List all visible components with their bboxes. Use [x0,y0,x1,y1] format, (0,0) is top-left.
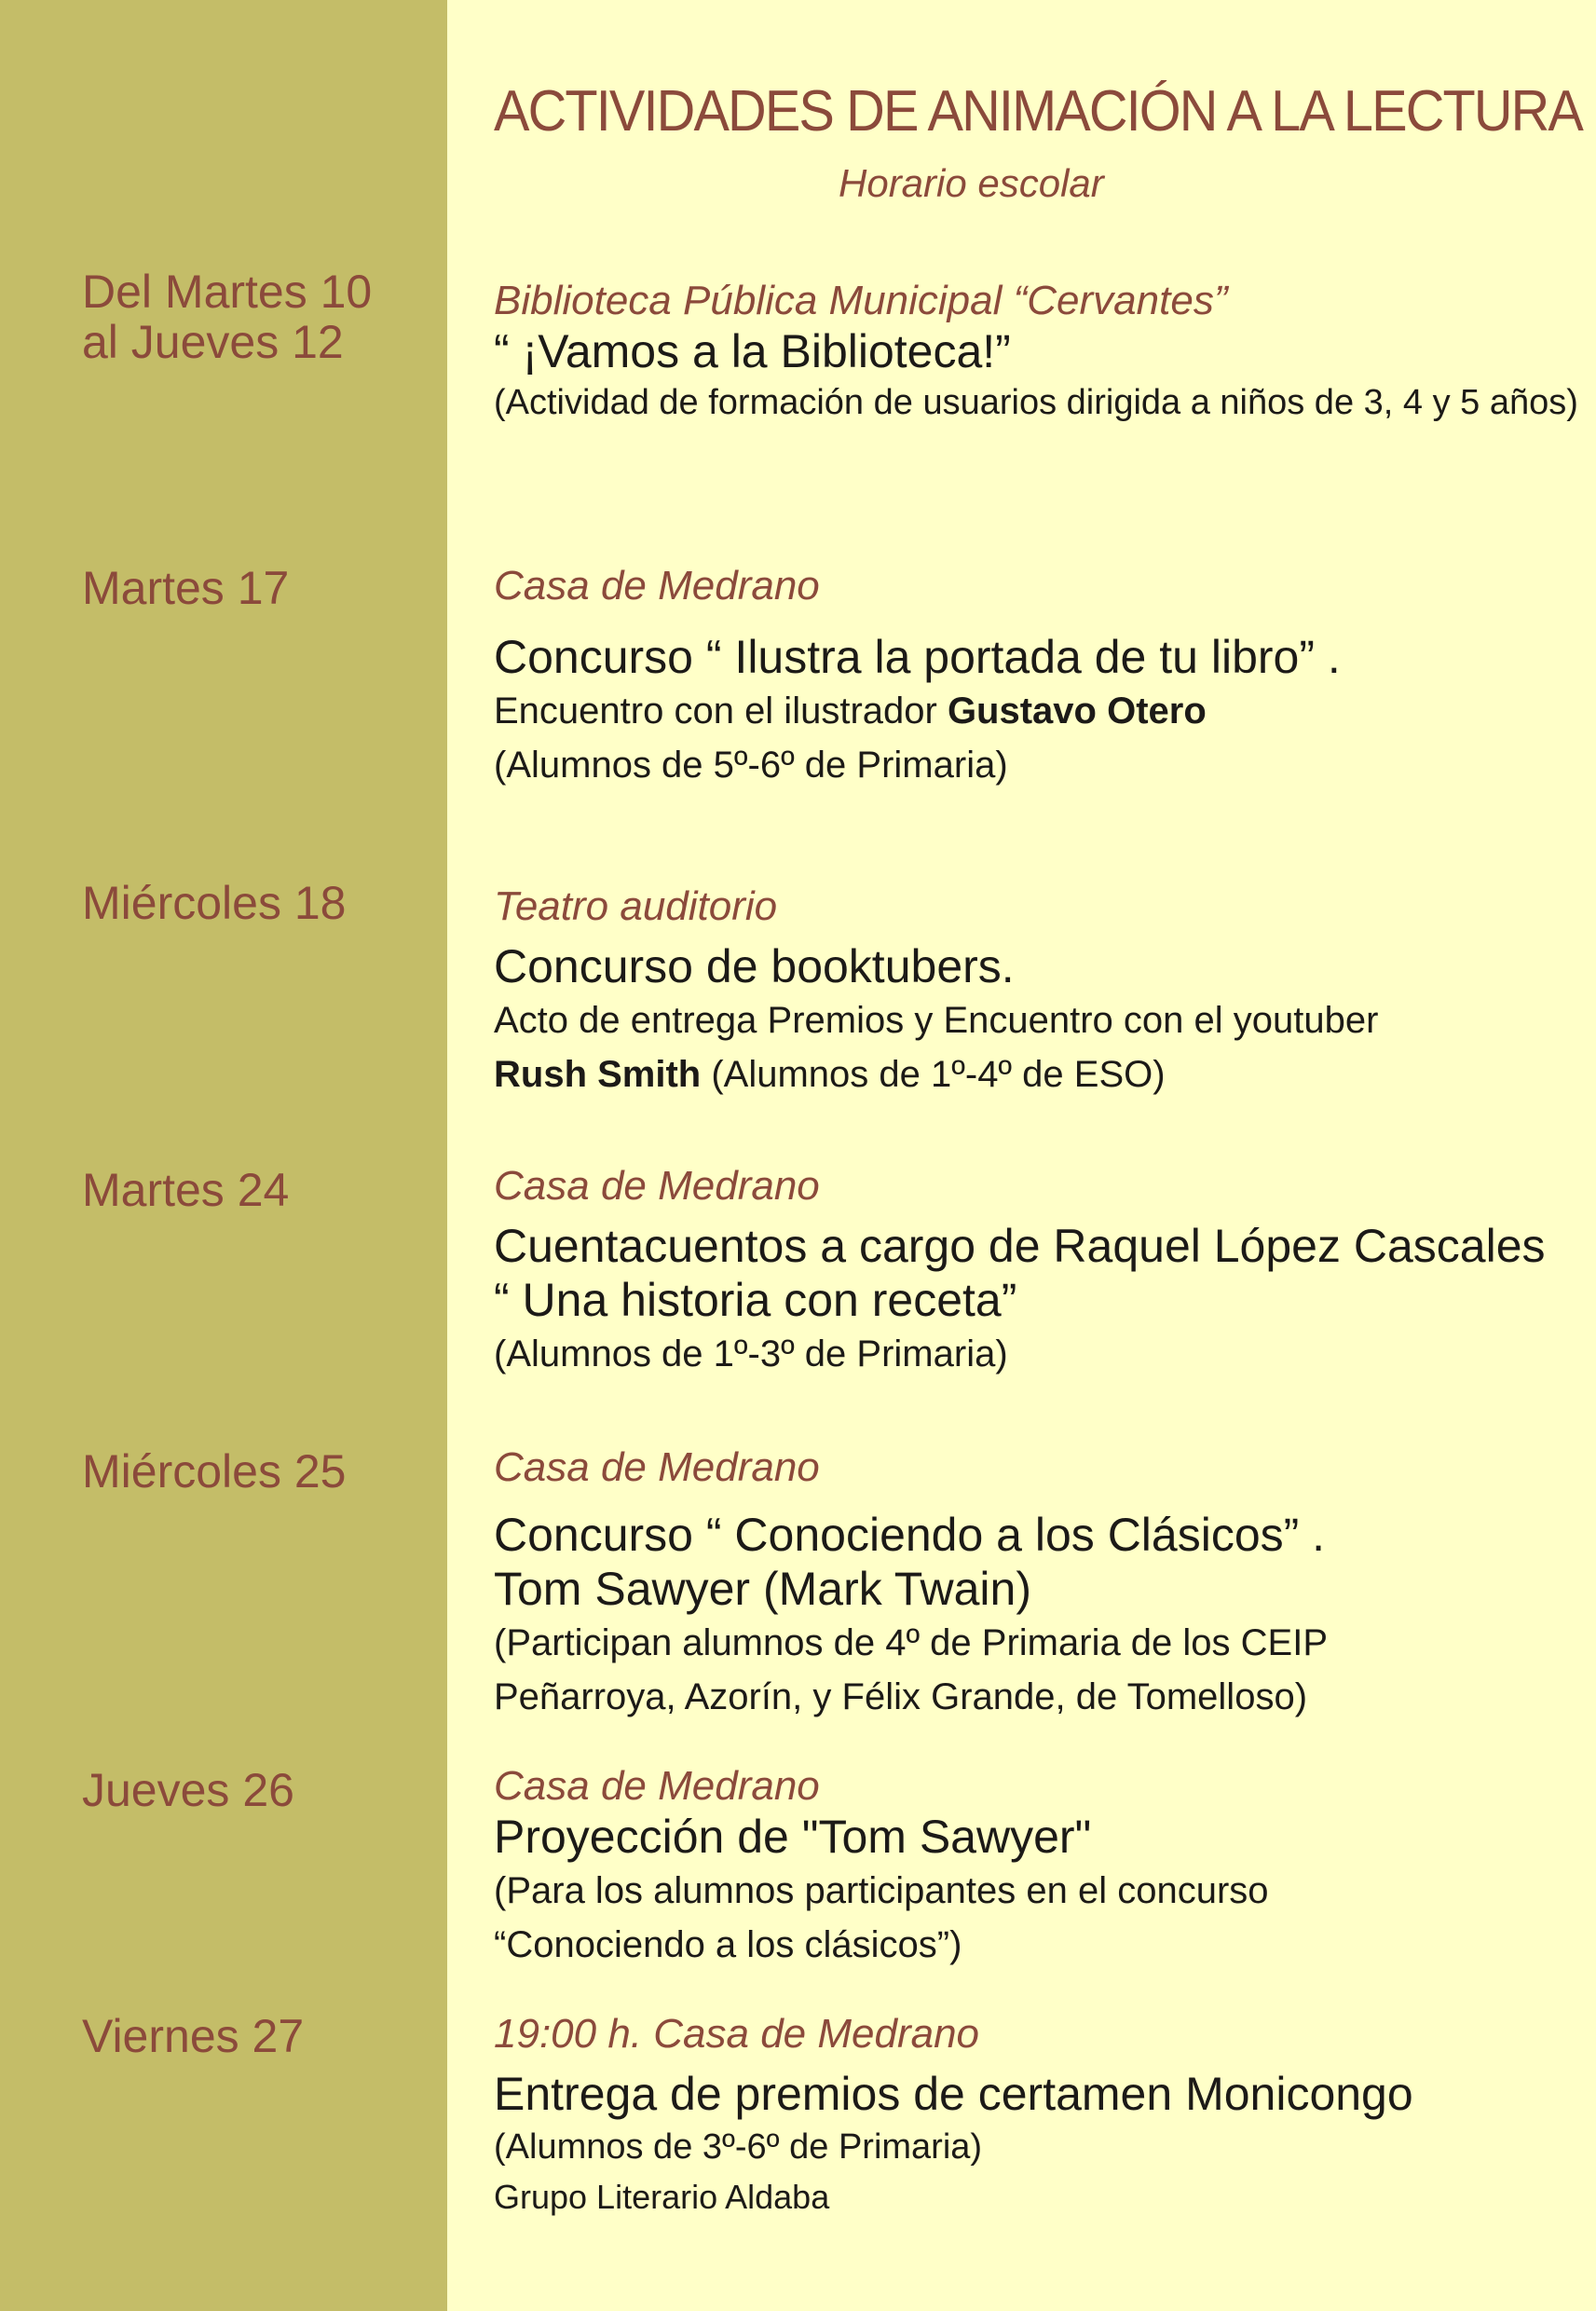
event-audience [494,1047,1575,1101]
event-item [494,2011,1575,2222]
event-audience: (Alumnos de 1º-3º de Primaria) [494,1333,1008,1374]
event-description: Acto de entrega Premios y Encuentro con el youtuber [494,1000,1379,1041]
event-title: Concurso “ Conociendo a los Clásicos” . [494,1509,1326,1561]
event-title-line-2: “ Una historia con receta” [494,1274,1017,1326]
event-item [494,563,1575,792]
event-title: Concurso “ Ilustra la portada de tu libro” . [494,631,1341,683]
event-title: Proyección de "Tom Sawyer" [494,1811,1092,1863]
event-venue: Casa de Medrano [494,1763,820,1809]
page-header [494,76,1583,207]
event-date: Martes 17 [82,562,290,614]
event-date: Martes 24 [82,1164,290,1216]
event-date: Miércoles 18 [82,877,347,929]
page-title: ACTIVIDADES DE ANIMACIÓN A LA LECTURA [494,79,1583,144]
event-organizer: Grupo Literario Aldaba [494,2178,830,2216]
event-title: Concurso de booktubers. [494,940,1015,992]
event-date: Viernes 27 [82,2010,305,2062]
event-description [494,684,1575,738]
event-description: (Para los alumnos participantes en el concurso [494,1870,1269,1911]
event-audience: (Participan alumnos de 4º de Primaria de los CEIP [494,1622,1329,1663]
event-audience-line-2: Peñarroya, Azorín, y Félix Grande, de Tomelloso) [494,1676,1308,1717]
event-venue: Casa de Medrano [494,1444,820,1490]
event-description-text: Encuentro con el ilustrador [494,691,948,732]
event-title: Entrega de premios de certamen Monicongo [494,2068,1413,2120]
event-item [494,1763,1575,1972]
event-item [494,1163,1575,1381]
event-audience-text: (Alumnos de 1º-4º de ESO) [701,1054,1166,1095]
guest-name: Rush Smith [494,1054,702,1095]
event-audience: (Alumnos de 3º-6º de Primaria) [494,2127,983,2167]
event-venue: 19:00 h. Casa de Medrano [494,2011,980,2057]
event-date: Del Martes 10 al Jueves 12 [82,266,373,368]
event-venue: Biblioteca Pública Municipal “Cervantes” [494,278,1228,323]
event-venue: Teatro auditorio [494,883,778,929]
event-audience: (Alumnos de 5º-6º de Primaria) [494,745,1008,786]
event-description-line-2: “Conociendo a los clásicos”) [494,1924,962,1965]
event-title: “ ¡Vamos a la Biblioteca!” [494,325,1011,377]
event-venue: Casa de Medrano [494,1163,820,1209]
event-item [494,1444,1575,1724]
event-title-line-2: Tom Sawyer (Mark Twain) [494,1563,1031,1615]
event-note: (Actividad de formación de usuarios dirigida a niños de 3, 4 y 5 años) [494,383,1578,422]
event-title: Cuentacuentos a cargo de Raquel López Cascales [494,1220,1546,1272]
event-date: Jueves 26 [82,1764,294,1816]
page-subtitle: Horario escolar [839,161,1104,205]
event-venue: Casa de Medrano [494,563,820,609]
guest-name: Gustavo Otero [947,691,1207,732]
event-date: Miércoles 25 [82,1445,347,1497]
event-item [494,278,1578,427]
event-item [494,883,1575,1101]
